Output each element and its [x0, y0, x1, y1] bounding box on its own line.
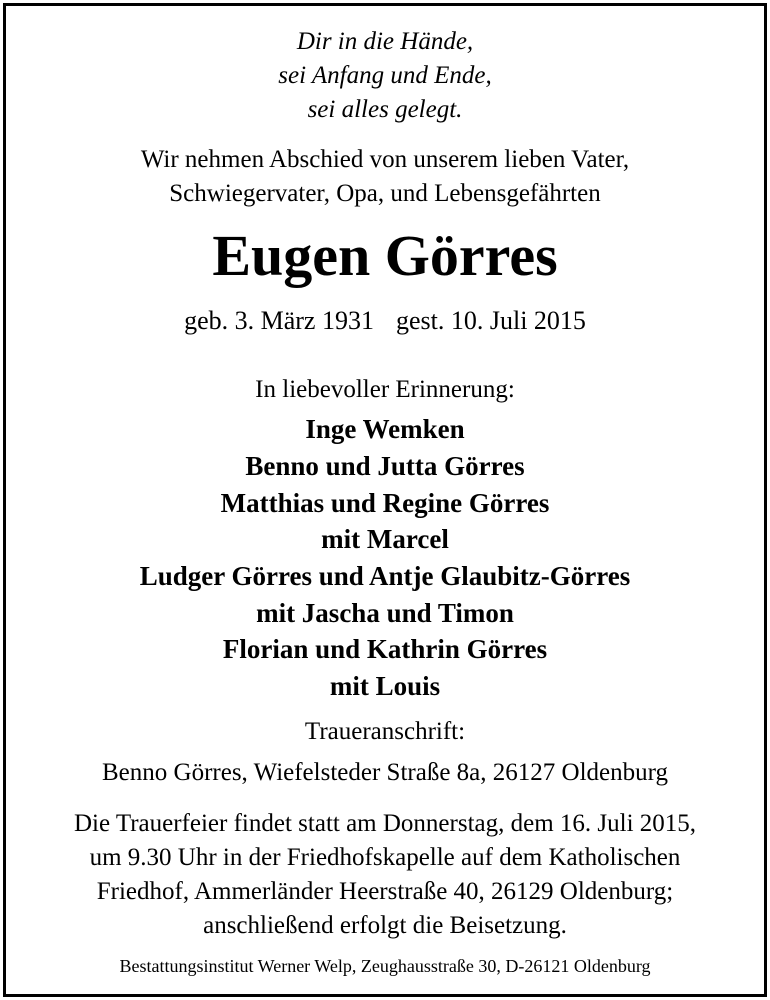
mourner-line: Benno und Jutta Görres [245, 451, 525, 481]
life-dates [0, 306, 770, 336]
mourner-line: mit Louis [329, 671, 441, 701]
mourner-line: Ludger Görres und Antje Glaubitz-Görres [139, 561, 631, 591]
intro-line: Wir nehmen Abschied von unserem lieben Vater, [140, 146, 630, 173]
death-date: gest. 10. Juli 2015 [395, 306, 586, 335]
mourner-line: mit Marcel [321, 524, 449, 554]
funeral-info-line: um 9.30 Uhr in der Friedhofskapelle auf dem Katholischen [89, 844, 681, 871]
undertaker-info: Bestattungsinstitut Werner Welp, Zeughausstraße 30, D-26121 Oldenburg [119, 956, 651, 976]
motto-line: Dir in die Hände, [296, 28, 474, 55]
mourner-line: mit Jascha und Timon [256, 598, 514, 628]
funeral-info-line: anschließend erfolgt die Beisetzung. [203, 912, 567, 939]
motto-line: sei Anfang und Ende, [278, 62, 492, 89]
intro-line: Schwiegervater, Opa, und Lebensgefährten [169, 180, 601, 207]
motto-line: sei alles gelegt. [307, 96, 463, 123]
funeral-info-line: Die Trauerfeier findet statt am Donnerstag, dem 16. Juli 2015, [73, 810, 697, 837]
birth-date: geb. 3. März 1931 [184, 306, 374, 335]
address-label: Traueranschrift: [304, 718, 466, 745]
mourner-line: Matthias und Regine Görres [220, 488, 550, 518]
funeral-info-line: Friedhof, Ammerländer Heerstraße 40, 26129 Oldenburg; [96, 878, 674, 905]
mourner-line: Florian und Kathrin Görres [222, 634, 548, 664]
mourner-line: Inge Wemken [305, 414, 465, 444]
mourning-address: Benno Görres, Wiefelsteder Straße 8a, 26127 Oldenburg [102, 759, 668, 786]
deceased-name: Eugen Görres [212, 223, 558, 288]
mourners-intro: In liebevoller Erinnerung: [255, 376, 515, 403]
